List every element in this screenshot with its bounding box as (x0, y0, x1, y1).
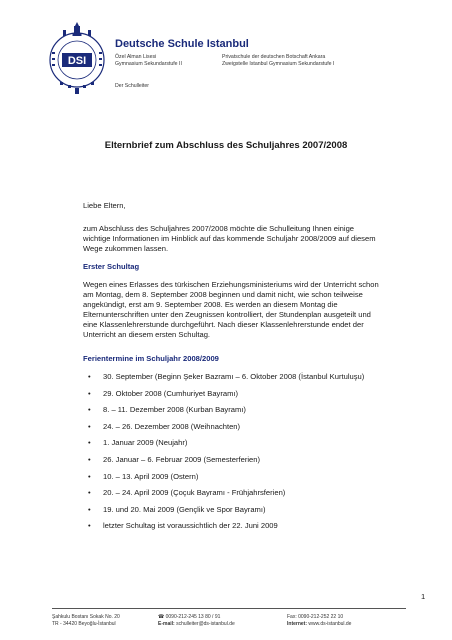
page-number: 1 (421, 592, 426, 601)
bullet-icon: • (88, 488, 91, 498)
website-link[interactable]: www.ds-istanbul.de (308, 621, 352, 627)
bullet-icon: • (88, 471, 91, 481)
header-line-left-2: Gymnasium Sekundarstufe II (115, 61, 182, 67)
footer-fax: Fax: 0090-212-252 22 10 (287, 614, 344, 620)
bullet-icon: • (88, 521, 91, 531)
internet-label: Internet: (287, 621, 307, 627)
school-logo (48, 22, 106, 96)
bullet-icon: • (88, 405, 91, 415)
list-item (83, 422, 364, 439)
bullet-icon: • (88, 372, 91, 381)
list-item-text: 19. und 20. Mai 2009 (Gençlik ve Spor Bayramı) (103, 504, 266, 514)
list-item-text: 29. Oktober 2008 (Cumhuriyet Bayramı) (103, 388, 239, 398)
header-line-right-1: Privatschule der deutschen Botschaft Ankara (222, 54, 326, 60)
footer-address-city: TR - 34420 Beyoğlu-İstanbul (52, 621, 116, 627)
list-item-text: 30. September (Beginn Şeker Bazramı – 6. Oktober 2008 (İstanbul Kurtuluşu) (103, 372, 365, 381)
section-heading-holidays: Ferientermine im Schuljahr 2008/2009 (83, 354, 219, 363)
logo-text: DSI (67, 55, 87, 67)
footer-email (158, 621, 235, 628)
letter-title: Elternbrief zum Abschluss des Schuljahres 2007/2008 (104, 140, 348, 151)
bullet-icon: • (88, 438, 91, 448)
list-item-text: 10. – 13. April 2009 (Ostern) (103, 471, 199, 481)
footer-divider (52, 608, 406, 609)
footer-phone: ☎ 0090-212-245 13 80 / 91 (158, 614, 221, 620)
header-line-right-2: Zweigstelle Istanbul Gymnasium Sekundarstufe I (222, 61, 335, 67)
email-label: E-mail: (158, 621, 175, 627)
first-day-paragraph: Wegen eines Erlasses des türkischen Erziehungsministeriums wird der Unterricht schon am Montag, dem 8. September 2008 beginnen und damit nicht, wie schon teilweise angekündigt, erst am 9. September 2008. Es werden an diesem Montag die Elternunterschriften unter den Zeugnissen kontrolliert, der Stundenplan ausgeteilt und eine Klassenlehrerstunde durchgeführt. Nach dieser Klassenlehrerstunde endet der Unterricht an diesem ersten Schultag. (83, 280, 379, 339)
bullet-icon: • (88, 388, 91, 398)
list-item (83, 488, 364, 505)
list-item-text: 24. – 26. Dezember 2008 (Weihnachten) (103, 421, 241, 431)
list-item (83, 521, 364, 538)
list-item-text: 8. – 11. Dezember 2008 (Kurban Bayramı) (103, 405, 246, 415)
list-item (83, 455, 364, 472)
school-name: Deutsche Schule Istanbul (115, 38, 249, 50)
footer-address-street: Şahkulu Bostanı Sokak No. 20 (52, 614, 120, 620)
email-link[interactable]: schulleiter@ds-istanbul.de (176, 621, 235, 627)
list-item-text: letzter Schultag ist voraussichtlich der 22. Juni 2009 (103, 521, 278, 531)
list-item-text: 26. Januar – 6. Februar 2009 (Semesterferien) (103, 454, 261, 464)
footer-internet (287, 621, 351, 628)
list-item (83, 472, 364, 489)
bullet-icon: • (88, 504, 91, 514)
sender-label: Der Schulleiter (115, 83, 150, 89)
intro-paragraph: zum Abschluss des Schuljahres 2007/2008 möchte die Schulleitung Ihnen einige wichtige Informationen im Hinblick auf das kommende Schuljahr 2008/2009 auf diesem Wege zukommen lassen. (83, 224, 376, 253)
list-item (83, 405, 364, 422)
list-item (83, 438, 364, 455)
list-item (83, 389, 364, 406)
greeting: Liebe Eltern, (83, 201, 126, 210)
section-heading-first-day: Erster Schultag (83, 262, 140, 271)
list-item-text: 1. Januar 2009 (Neujahr) (103, 438, 188, 448)
list-item (83, 505, 364, 522)
list-item (83, 372, 364, 389)
list-item-text: 20. – 24. April 2009 (Çoçuk Bayramı - Frühjahrsferien) (103, 488, 286, 498)
header-line-left-1: Özel Alman Lisesi (115, 54, 157, 60)
bullet-icon: • (88, 454, 91, 464)
holiday-list (83, 372, 364, 538)
bullet-icon: • (88, 421, 91, 431)
